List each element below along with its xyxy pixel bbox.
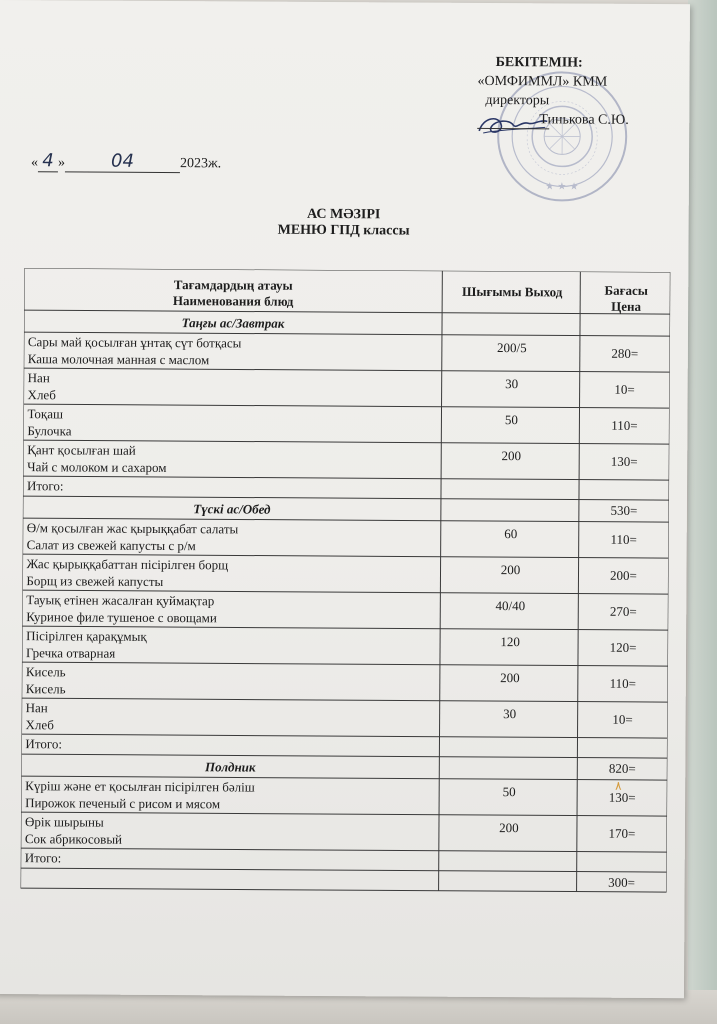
item-output: 200 — [500, 562, 521, 578]
item-name-ru: Хлеб — [27, 387, 56, 403]
item-price: 110= — [609, 675, 637, 691]
approval-block — [477, 53, 677, 130]
item-output: 50 — [504, 412, 518, 428]
total-label: Итого: — [25, 736, 63, 752]
item-name-kz: Нан — [25, 700, 48, 716]
item-name-kz: Қант қосылған шай — [27, 442, 136, 458]
row-divider — [24, 268, 670, 272]
section-total-breakfast: 530= — [610, 502, 638, 518]
row-divider — [23, 476, 669, 480]
item-name-ru: Гречка отварная — [25, 645, 116, 661]
date-day: 4 — [42, 150, 54, 172]
section-title-lunch: Түскі ас/Обед — [193, 501, 271, 517]
item-name-kz: Кисель — [25, 664, 66, 680]
item-name-kz: Нан — [27, 370, 50, 386]
header-price-kz: Бағасы — [604, 282, 648, 298]
item-name-kz: Пісірілген қарақұмық — [26, 628, 147, 644]
item-price: 130= — [610, 453, 638, 469]
item-name-ru: Салат из свежей капусты с р/м — [26, 537, 196, 554]
item-name-kz: Күріш және ет қосылған пісірілген бәліш — [25, 778, 255, 795]
item-name-ru: Кисель — [25, 681, 66, 697]
item-name-ru: Пирожок печеный с рисом и мясом — [25, 795, 221, 812]
item-name-ru: Хлеб — [25, 717, 54, 733]
item-name-ru: Куриное филе тушеное с овощами — [26, 609, 217, 626]
item-output: 40/40 — [495, 598, 526, 614]
item-name-ru: Булочка — [27, 423, 72, 439]
section-total-lunch: 820= — [608, 760, 636, 776]
row-divider — [22, 734, 668, 738]
menu-table — [20, 268, 670, 917]
header-name-kz: Тағамдардың атауы — [173, 277, 293, 293]
item-price: 200= — [610, 567, 637, 583]
approval-role: директоры — [485, 92, 550, 109]
svg-text:★ ★ ★: ★ ★ ★ — [545, 181, 579, 193]
item-price: 130= — [608, 789, 636, 805]
row-divider — [21, 868, 667, 872]
total-label: Итого: — [24, 850, 62, 866]
item-name-ru: Сок абрикосовый — [24, 831, 123, 847]
row-divider — [24, 404, 670, 408]
item-name-ru: Борщ из свежей капусты — [26, 573, 164, 590]
item-output: 200 — [501, 448, 522, 464]
date-line — [31, 150, 221, 173]
item-price: 10= — [612, 711, 633, 727]
item-output: 200 — [499, 820, 519, 836]
background-wall — [688, 0, 717, 1024]
row-divider — [22, 662, 668, 666]
approval-organization: «ОМФИММЛ» КММ — [477, 73, 608, 90]
item-name-kz: Жас қырыққабаттан пісірілген борщ — [26, 556, 229, 573]
row-divider — [24, 368, 670, 372]
section-total-snack: 300= — [608, 874, 636, 890]
item-name-ru: Каша молочная манная с маслом — [27, 351, 210, 368]
section-title-breakfast: Таңғы ас/Завтрак — [181, 315, 285, 331]
date-year: 2023ж. — [179, 156, 222, 172]
item-price: 120= — [609, 639, 637, 655]
item-output: 60 — [504, 526, 518, 542]
item-name-kz: Ө/м қосылған жас қырыққабат салаты — [26, 520, 239, 537]
row-divider — [22, 698, 668, 702]
menu-title-kz: АС МӘЗІРІ — [306, 206, 381, 223]
row-divider — [21, 888, 667, 892]
item-output: 30 — [505, 376, 519, 392]
item-price: 280= — [611, 345, 639, 361]
column-divider — [21, 268, 25, 888]
header-output: Шығымы Выход — [462, 283, 563, 300]
date-close-quote: » — [57, 155, 66, 171]
item-name-kz: Тауық етінен жасалған қуймақтар — [26, 592, 215, 609]
row-divider — [21, 848, 667, 852]
item-price: 170= — [608, 825, 636, 841]
menu-title-ru: МЕНЮ ГПД классы — [277, 222, 410, 239]
approval-person: Тинькова С.Ю. — [539, 112, 629, 128]
approval-heading: БЕКІТЕМІН: — [495, 55, 583, 71]
header-price-ru: Цена — [611, 298, 642, 314]
header-name-ru: Наименования блюд — [172, 293, 294, 309]
item-price: 270= — [609, 603, 637, 619]
item-price: 10= — [614, 381, 635, 397]
section-title-snack: Полдник — [205, 759, 256, 775]
item-price: 110= — [610, 531, 637, 547]
item-output: 50 — [502, 784, 516, 800]
total-label: Итого: — [26, 478, 64, 494]
row-divider — [21, 812, 667, 816]
item-name-kz: Өрік шырыны — [24, 814, 104, 830]
item-price: 110= — [611, 417, 638, 433]
pen-mark: ٨ — [615, 778, 622, 793]
item-output: 120 — [500, 634, 520, 650]
date-month: 04 — [111, 150, 135, 172]
item-output: 200 — [500, 670, 520, 686]
item-name-kz: Тоқаш — [27, 406, 64, 422]
item-output: 30 — [503, 706, 517, 722]
date-open-quote: « — [30, 155, 39, 171]
item-output: 200/5 — [497, 340, 527, 356]
item-name-ru: Чай с молоком и сахаром — [27, 459, 167, 476]
item-name-kz: Сары май қосылған ұнтақ сүт ботқасы — [27, 334, 242, 351]
